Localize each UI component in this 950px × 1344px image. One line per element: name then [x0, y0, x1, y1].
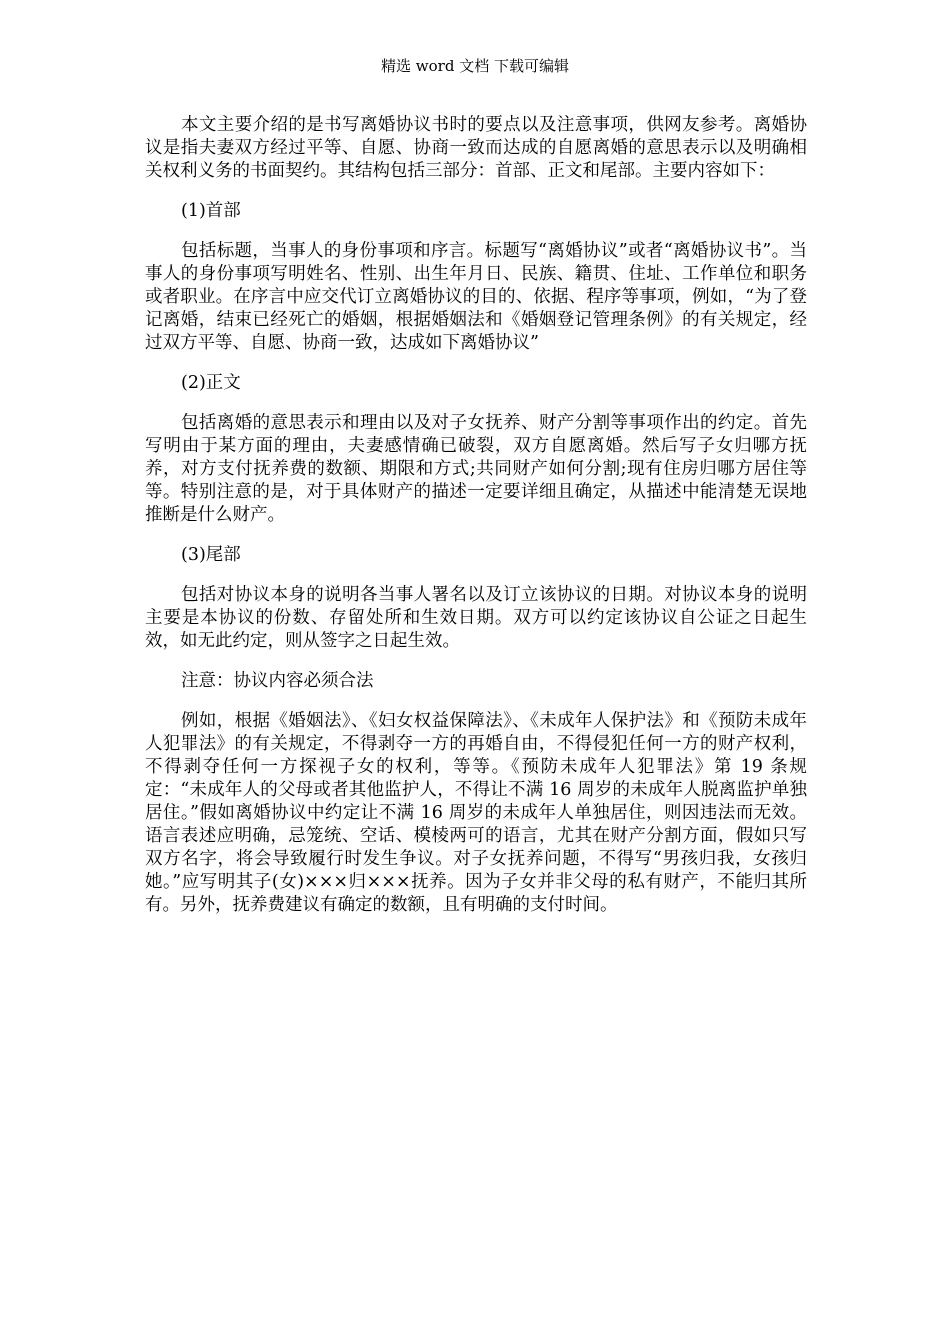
section-heading-main: (2)正文 [181, 373, 241, 393]
section-body-tail: 包括对协议本身的说明各当事人署名以及订立该协议的日期。对协议本身的说明主要是本协议的份数、存留处所和生效日期。双方可以约定该协议自公证之日起生效，如无此约定，则从签字之日起生效。 [145, 585, 807, 651]
section-body-notice: 例如，根据《婚姻法》、《妇女权益保障法》、《未成年人保护法》和《预防未成年人犯罪法》的有关规定，不得剥夺一方的再婚自由，不得侵犯任何一方的财产权利，不得剥夺任何一方探视子女的权利，等等。《预防未成年人犯罪法》第 19 条规定：“未成年人的父母或者其他监护人，不得让不满 16 周岁的未成年人脱离监护单独居住。”假如离婚协议中约定让不满 16 周岁的未成年人单独居住，则因违法而无效。语言表述应明确，忌笼统、空话、模棱两可的语言，尤其在财产分割方面，假如只写双方名字，将会导致履行时发生争议。对子女抚养问题，不得写“男孩归我，女孩归她。”应写明其子(女)×××归×××抚养。因为子女并非父母的私有财产，不能归其所有。另外，抚养费建议有确定的数额，且有明确的支付时间。 [145, 711, 807, 915]
document-body [145, 114, 807, 917]
section-heading-tail: (3)尾部 [181, 545, 241, 565]
section-heading-notice: 注意：协议内容必须合法 [181, 671, 374, 691]
page-header: 精选 word 文档 下载可编辑 [381, 57, 569, 75]
section-heading-head: (1)首部 [181, 201, 241, 221]
section-body-head: 包括标题，当事人的身份事项和序言。标题写“离婚协议”或者“离婚协议书”。当事人的身份事项写明姓名、性别、出生年月日、民族、籍贯、住址、工作单位和职务或者职业。在序言中应交代订立离婚协议的目的、依据、程序等事项，例如，“为了登记离婚，结束已经死亡的婚姻，根据婚姻法和《婚姻登记管理条例》的有关规定，经过双方平等、自愿、协商一致，达成如下离婚协议” [145, 241, 807, 353]
intro-paragraph: 本文主要介绍的是书写离婚协议书时的要点以及注意事项，供网友参考。离婚协议是指夫妻双方经过平等、自愿、协商一致而达成的自愿离婚的意思表示以及明确相关权利义务的书面契约。其结构包括三部分：首部、正文和尾部。主要内容如下： [145, 115, 807, 181]
section-body-main: 包括离婚的意思表示和理由以及对子女抚养、财产分割等事项作出的约定。首先写明由于某方面的理由，夫妻感情确已破裂，双方自愿离婚。然后写子女归哪方抚养，对方支付抚养费的数额、期限和方式;共同财产如何分割;现有住房归哪方居住等等。特别注意的是，对于具体财产的描述一定要详细且确定，从描述中能清楚无误地推断是什么财产。 [145, 413, 807, 525]
